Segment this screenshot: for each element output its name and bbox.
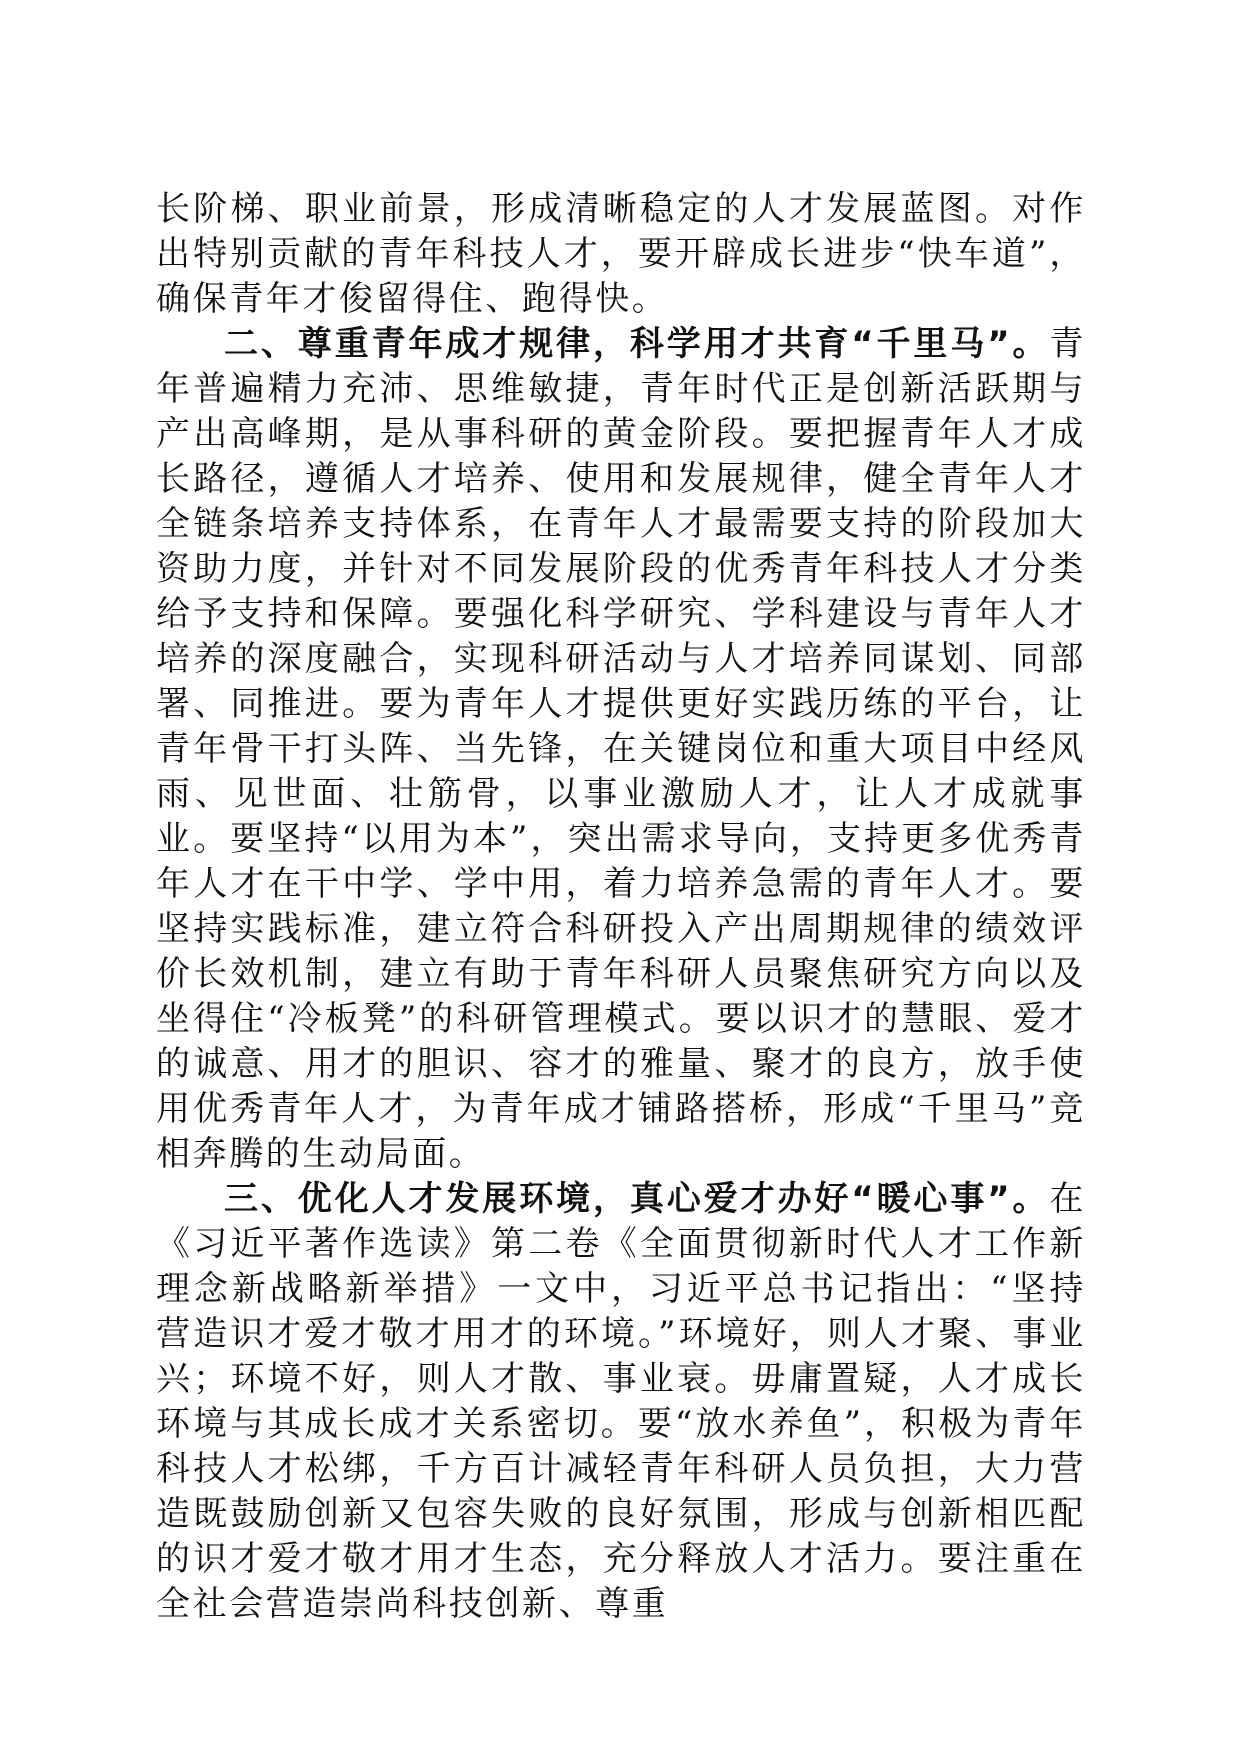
paragraph-text: 长阶梯、职业前景，形成清晰稳定的人才发展蓝图。对作出特别贡献的青年科技人才，要开辟成长进步“快车道”，确保青年才俊留得住、跑得快。	[156, 189, 1086, 319]
paragraph-continuation	[156, 187, 1086, 322]
document-body	[156, 187, 1086, 1627]
section-heading: 二、尊重青年成才规律，科学用才共育“千里马”。	[224, 324, 1050, 364]
paragraph-section-two	[156, 322, 1086, 1177]
section-heading: 三、优化人才发展环境，真心爱才办好“暖心事”。	[224, 1179, 1050, 1219]
paragraph-text: 在《习近平著作选读》第二卷《全面贯彻新时代人才工作新理念新战略新举措》一文中，习近平总书记指出：“坚持营造识才爱才敬才用才的环境。”环境好，则人才聚、事业兴；环境不好，则人才散、事业衰。毋庸置疑，人才成长环境与其成长成才关系密切。要“放水养鱼”，积极为青年科技人才松绑，千方百计减轻青年科研人员负担，大力营造既鼓励创新又包容失败的良好氛围，形成与创新相匹配的识才爱才敬才用才生态，充分释放人才活力。要注重在全社会营造崇尚科技创新、尊重	[156, 1179, 1086, 1624]
paragraph-text: 青年普遍精力充沛、思维敏捷，青年时代正是创新活跃期与产出高峰期，是从事科研的黄金阶段。要把握青年人才成长路径，遵循人才培养、使用和发展规律，健全青年人才全链条培养支持体系，在青年人才最需要支持的阶段加大资助力度，并针对不同发展阶段的优秀青年科技人才分类给予支持和保障。要强化科学研究、学科建设与青年人才培养的深度融合，实现科研活动与人才培养同谋划、同部署、同推进。要为青年人才提供更好实践历练的平台，让青年骨干打头阵、当先锋，在关键岗位和重大项目中经风雨、见世面、壮筋骨，以事业激励人才，让人才成就事业。要坚持“以用为本”，突出需求导向，支持更多优秀青年人才在干中学、学中用，着力培养急需的青年人才。要坚持实践标准，建立符合科研投入产出周期规律的绩效评价长效机制，建立有助于青年科研人员聚焦研究方向以及坐得住“冷板凳”的科研管理模式。要以识才的慧眼、爱才的诚意、用才的胆识、容才的雅量、聚才的良方，放手使用优秀青年人才，为青年成才铺路搭桥，形成“千里马”竞相奔腾的生动局面。	[156, 324, 1086, 1174]
paragraph-section-three	[156, 1177, 1086, 1627]
